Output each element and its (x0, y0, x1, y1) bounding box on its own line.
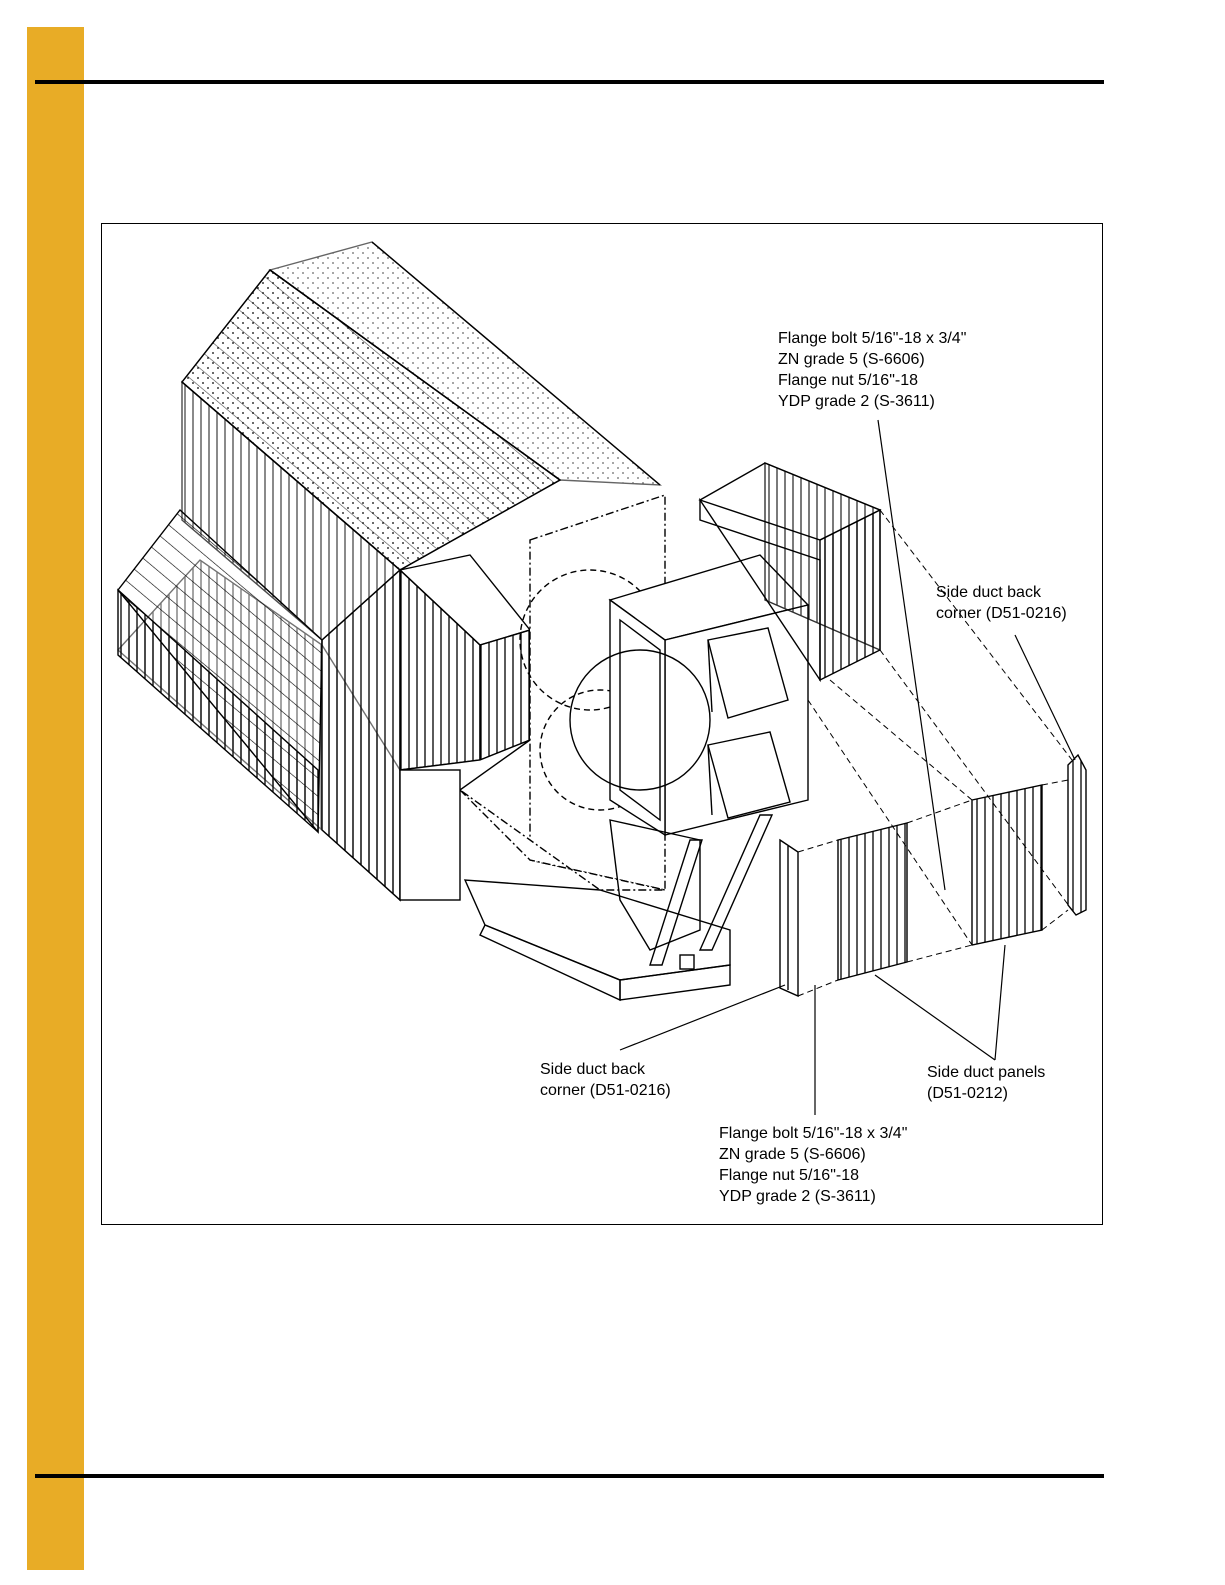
exploded-panel-left (838, 823, 907, 980)
callout-side-duct-back-corner-left (540, 1059, 671, 1101)
callout-line: Flange nut 5/16"-18 (778, 372, 918, 389)
inner-duct (400, 555, 530, 900)
callout-line: corner (D51-0216) (540, 1082, 671, 1099)
callout-line: Side duct back (936, 584, 1041, 601)
callout-line: ZN grade 5 (S-6606) (719, 1146, 866, 1163)
callout-line: ZN grade 5 (S-6606) (778, 351, 925, 368)
callout-line: Flange nut 5/16"-18 (719, 1167, 859, 1184)
callout-line: Flange bolt 5/16"-18 x 3/4" (719, 1125, 908, 1142)
callout-line: corner (D51-0216) (936, 605, 1067, 622)
callout-line: Flange bolt 5/16"-18 x 3/4" (778, 330, 967, 347)
callout-line: (D51-0212) (927, 1085, 1008, 1102)
callout-line: YDP grade 2 (S-3611) (719, 1188, 876, 1205)
exploded-back-corner-left (780, 840, 798, 996)
callout-flange-hardware-bottom (719, 1123, 907, 1207)
exploded-back-corner-right (1068, 755, 1086, 915)
callout-line: YDP grade 2 (S-3611) (778, 393, 935, 410)
callout-line: Side duct back (540, 1061, 645, 1078)
callout-flange-hardware-top (778, 328, 966, 412)
callout-side-duct-back-corner-right (936, 582, 1067, 624)
base-skid (465, 880, 730, 1000)
exploded-panel-right (972, 785, 1042, 945)
callout-line: Side duct panels (927, 1064, 1046, 1081)
callout-side-duct-panels (927, 1062, 1045, 1104)
